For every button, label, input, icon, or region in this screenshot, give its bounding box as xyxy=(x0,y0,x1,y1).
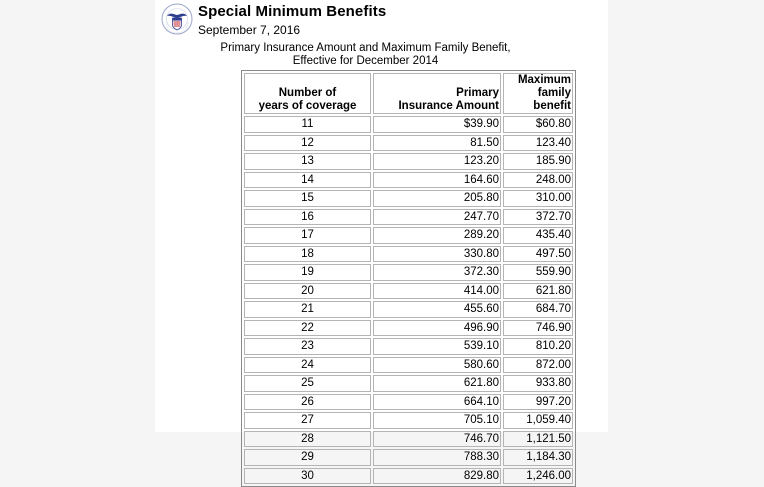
table-row xyxy=(244,227,573,244)
cell-max-benefit: 248.00 xyxy=(503,172,573,189)
header-primary-insurance-amount xyxy=(373,73,501,114)
cell-pia: 455.60 xyxy=(373,301,501,318)
cell-max-benefit: $60.80 xyxy=(503,116,573,133)
table-row xyxy=(244,357,573,374)
cell-max-benefit: 559.90 xyxy=(503,264,573,281)
table-row xyxy=(244,394,573,411)
cell-pia: 496.90 xyxy=(373,320,501,337)
cell-years: 26 xyxy=(244,394,371,411)
document-page xyxy=(155,0,608,482)
cell-pia: 414.00 xyxy=(373,283,501,300)
cell-pia: 330.80 xyxy=(373,246,501,263)
table-header-row xyxy=(244,73,573,114)
table-row xyxy=(244,135,573,152)
cell-years: 21 xyxy=(244,301,371,318)
cell-max-benefit: 310.00 xyxy=(503,190,573,207)
cell-years: 18 xyxy=(244,246,371,263)
table-caption xyxy=(155,42,576,68)
cell-years: 30 xyxy=(244,468,371,485)
cell-max-benefit: 810.20 xyxy=(503,338,573,355)
table-row xyxy=(244,468,573,485)
cell-max-benefit: 933.80 xyxy=(503,375,573,392)
cell-max-benefit: 185.90 xyxy=(503,153,573,170)
cell-max-benefit: 872.00 xyxy=(503,357,573,374)
caption-line-2: Effective for December 2014 xyxy=(292,55,439,67)
header-max-line-2: family benefit xyxy=(533,87,571,112)
table-row xyxy=(244,320,573,337)
table-row xyxy=(244,431,573,448)
header-pia-line-1: Primary xyxy=(456,87,499,99)
cell-max-benefit: 1,059.40 xyxy=(503,412,573,429)
cell-pia: 247.70 xyxy=(373,209,501,226)
cell-pia: 829.80 xyxy=(373,468,501,485)
cell-years: 17 xyxy=(244,227,371,244)
header-max-line-1: Maximum xyxy=(517,74,571,86)
cell-years: 25 xyxy=(244,375,371,392)
cell-max-benefit: 684.70 xyxy=(503,301,573,318)
cell-years: 15 xyxy=(244,190,371,207)
cell-years: 20 xyxy=(244,283,371,300)
cell-years: 16 xyxy=(244,209,371,226)
cell-pia: 81.50 xyxy=(373,135,501,152)
cell-pia: 788.30 xyxy=(373,449,501,466)
table-row xyxy=(244,209,573,226)
cell-years: 27 xyxy=(244,412,371,429)
table-row xyxy=(244,116,573,133)
header-years-line-1: Number of xyxy=(278,87,337,99)
cell-years: 22 xyxy=(244,320,371,337)
cell-years: 13 xyxy=(244,153,371,170)
header-years-line-2: years of coverage xyxy=(258,100,357,112)
social-security-logo-icon xyxy=(161,3,193,35)
table-row xyxy=(244,375,573,392)
cell-pia: 705.10 xyxy=(373,412,501,429)
cell-pia: 580.60 xyxy=(373,357,501,374)
header-years-of-coverage xyxy=(244,73,371,114)
cell-max-benefit: 1,121.50 xyxy=(503,431,573,448)
cell-years: 19 xyxy=(244,264,371,281)
table-row xyxy=(244,449,573,466)
page-title: Special Minimum Benefits xyxy=(198,3,387,20)
cell-max-benefit: 621.80 xyxy=(503,283,573,300)
cell-pia: 123.20 xyxy=(373,153,501,170)
cell-pia: $39.90 xyxy=(373,116,501,133)
cell-max-benefit: 1,246.00 xyxy=(503,468,573,485)
header-pia-line-2: Insurance Amount xyxy=(398,100,499,112)
table-row xyxy=(244,190,573,207)
table-row xyxy=(244,412,573,429)
caption-line-1: Primary Insurance Amount and Maximum Family Benefit, xyxy=(220,42,511,54)
cell-pia: 289.20 xyxy=(373,227,501,244)
cell-max-benefit: 123.40 xyxy=(503,135,573,152)
cell-max-benefit: 435.40 xyxy=(503,227,573,244)
table-row xyxy=(244,338,573,355)
table-row xyxy=(244,246,573,263)
cell-years: 12 xyxy=(244,135,371,152)
cell-pia: 164.60 xyxy=(373,172,501,189)
cell-years: 11 xyxy=(244,116,371,133)
cell-pia: 205.80 xyxy=(373,190,501,207)
publication-date: September 7, 2016 xyxy=(198,23,301,37)
cell-max-benefit: 746.90 xyxy=(503,320,573,337)
cell-years: 28 xyxy=(244,431,371,448)
header-maximum-family-benefit xyxy=(503,73,573,114)
cell-max-benefit: 1,184.30 xyxy=(503,449,573,466)
cell-pia: 372.30 xyxy=(373,264,501,281)
cell-max-benefit: 997.20 xyxy=(503,394,573,411)
table-row xyxy=(244,301,573,318)
table-row xyxy=(244,172,573,189)
cell-pia: 621.80 xyxy=(373,375,501,392)
cell-max-benefit: 372.70 xyxy=(503,209,573,226)
table-row xyxy=(244,283,573,300)
cell-max-benefit: 497.50 xyxy=(503,246,573,263)
cell-years: 14 xyxy=(244,172,371,189)
cell-pia: 746.70 xyxy=(373,431,501,448)
cell-years: 29 xyxy=(244,449,371,466)
cell-pia: 539.10 xyxy=(373,338,501,355)
cell-years: 24 xyxy=(244,357,371,374)
cell-pia: 664.10 xyxy=(373,394,501,411)
table-row xyxy=(244,264,573,281)
cell-years: 23 xyxy=(244,338,371,355)
benefits-table xyxy=(241,70,576,487)
table-row xyxy=(244,153,573,170)
